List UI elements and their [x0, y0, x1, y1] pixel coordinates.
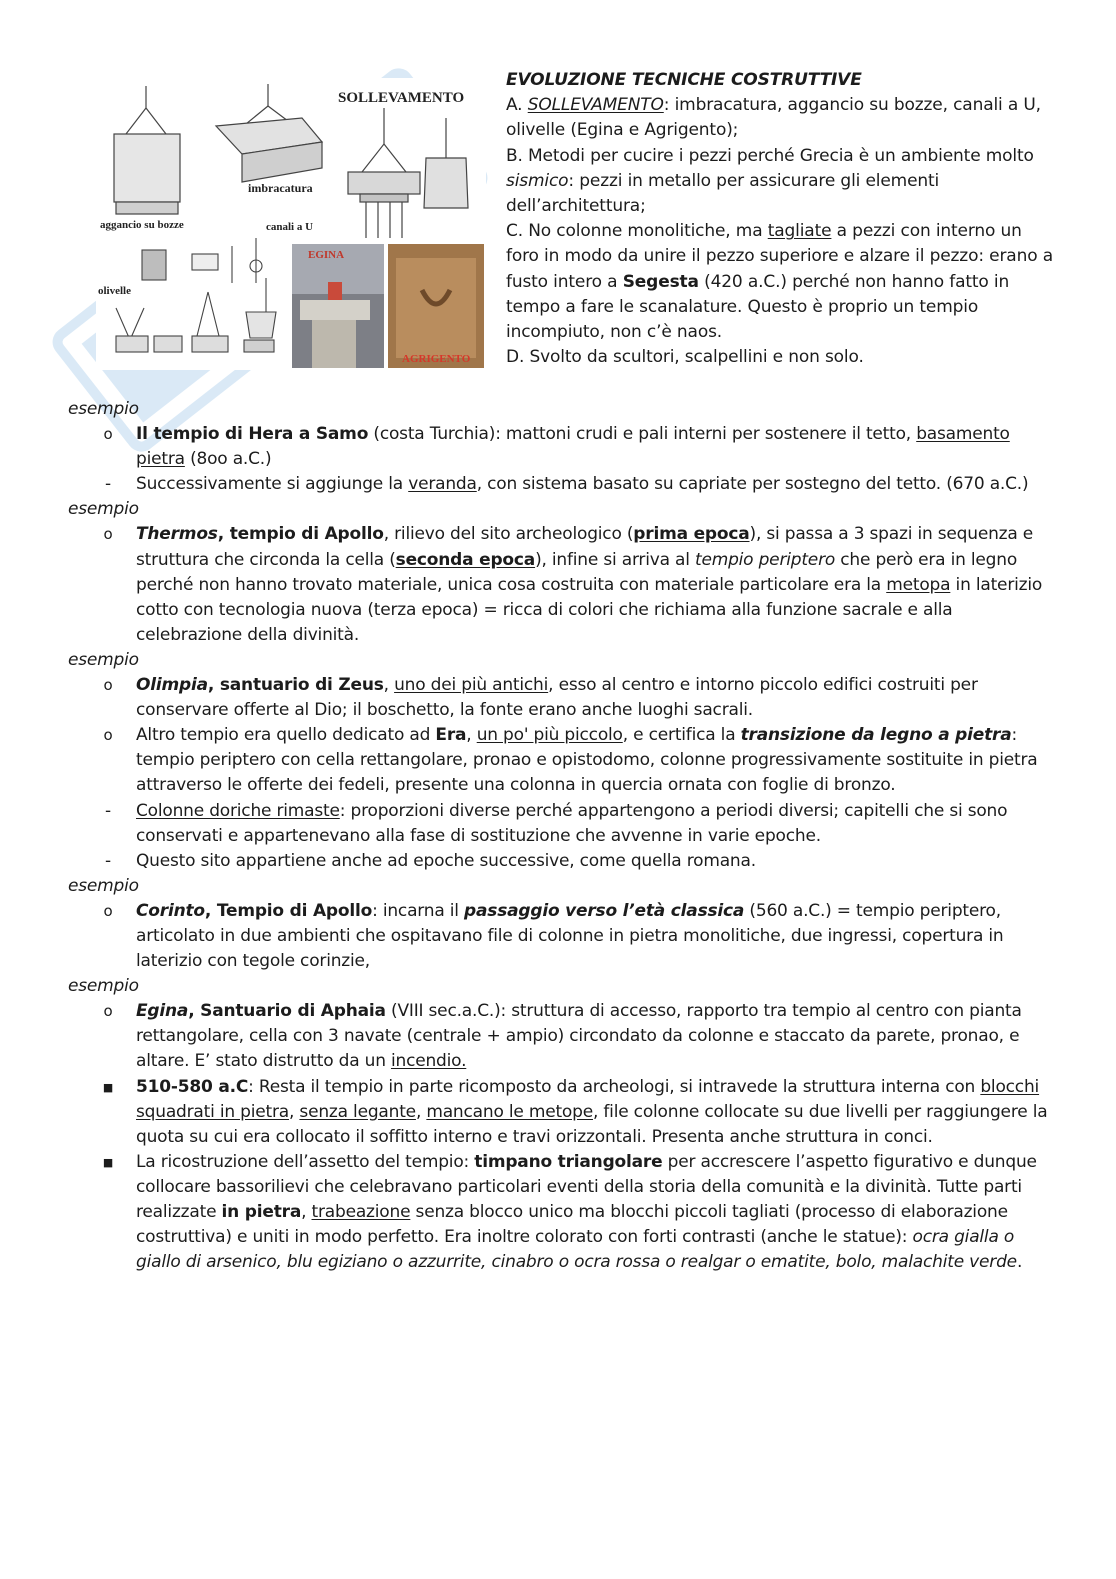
figure-label-imbracatura: imbracatura [248, 181, 313, 195]
item-text: : Resta il tempio in parte ricomposto da archeologi, si intravede la struttura interna con [248, 1076, 981, 1097]
point-c-underline: tagliate [767, 221, 832, 242]
agrigento-photo [388, 244, 484, 368]
point-c-text-1: C. No colonne monolitiche, ma [506, 221, 768, 242]
item-underline: trabeazione [311, 1202, 411, 1222]
circle-bullet-icon: o [103, 676, 113, 695]
item-text: (costa Turchia): mattoni crudi e pali interni per sostenere il tetto, [368, 424, 917, 445]
item-bold-italic: Thermos [136, 524, 218, 545]
page-title: EVOLUZIONE TECNICHE COSTRUTTIVE [506, 70, 862, 90]
item-text: : tempio periptero con cella rettangolare, pronao e opistodomo, colonne progressivamente sostituite in pietra attraverso le offerte dei fedeli, presente una colonna in quercia ornata con foglie di bronzo. [136, 725, 1038, 796]
list-item [68, 799, 1058, 849]
item-text: Questo sito appartiene anche ad epoche successive, come quella romana. [136, 850, 756, 871]
item-text: , e certifica la [622, 725, 741, 746]
esempio-label: esempio [68, 649, 139, 670]
figure-label-egina: EGINA [308, 249, 345, 261]
square-bullet-icon: ■ [102, 1080, 114, 1094]
list-item [68, 522, 1058, 647]
item-bold: Il tempio di Hera a Samo [136, 424, 369, 445]
point-a-term: SOLLEVAMENTO [527, 95, 664, 116]
circle-bullet-icon: o [103, 901, 113, 920]
item-bold-italic: passaggio verso l’età classica [464, 900, 745, 921]
item-text: : proporzioni diverse perché appartengono a periodi diversi; capitelli che si sono conservati e appartenevano alla fase di sostituzione che avvenne in varie epoche. [136, 800, 1008, 846]
item-bold: , Santuario di Aphaia [188, 1001, 386, 1022]
point-a-text: : imbracatura, aggancio su bozze, canali a U, olivelle (Egina e Agrigento); [506, 95, 1041, 141]
item-text: , rilievo del sito archeologico ( [383, 524, 634, 545]
figure-label-canali: canali a U [266, 221, 314, 233]
figure-label-aggancio: aggancio su bozze [100, 219, 184, 231]
item-text: , [466, 725, 477, 746]
item-underline: basamento pietra [136, 424, 1010, 470]
item-text: Successivamente si aggiunge la [136, 474, 409, 495]
item-bold: timpano triangolare [474, 1151, 663, 1172]
item-bold-underline: seconda epoca [395, 549, 536, 570]
item-bold-underline: prima epoca [633, 524, 750, 545]
item-text: , file colonne collocate su due livelli per raggiungere la quota su cui era collocato il soffitto interno e travi orizzontali. Presenta anche struttura in conci. [136, 1101, 1048, 1147]
item-underline: incendio. [390, 1051, 467, 1072]
lifting-techniques-figure [96, 78, 486, 370]
item-underline: veranda [408, 474, 477, 495]
item-underline: senza legante [299, 1101, 416, 1122]
item-underline: blocchi squadrati in pietra [136, 1076, 1040, 1122]
point-a-prefix: A. [506, 95, 528, 116]
item-text: (VIII sec.a.C.): struttura di accesso, rapporto tra tempio al centro con pianta rettangolare, cella con 3 navate (centrale + ampio) circondato da colonne e staccato da parete, pronao, e altare. E’ stato distrutto da un [136, 1001, 1022, 1072]
item-text: (560 a.C.) = tempio periptero, articolato in due ambienti che ospitavano file di colonne in pietra monolitiche, due ingressi, copertura in laterizio con tegole corinzie, [136, 900, 1004, 972]
item-bold-italic: Egina [136, 1001, 189, 1022]
item-underline: metopa [886, 574, 951, 595]
esempio-label: esempio [68, 499, 139, 520]
figure-label-olivelle: olivelle [98, 285, 131, 297]
point-d: D. Svolto da scultori, scalpellini e non solo. [506, 347, 864, 368]
item-text: Altro tempio era quello dedicato ad [136, 725, 436, 746]
esempio-label: esempio [68, 875, 139, 896]
list-item [68, 849, 1058, 874]
point-c-text-2: a pezzi con interno un foro in modo da unire il pezzo superiore e alzare il pezzo: erano a fusto intero a [506, 221, 1053, 292]
dash-bullet-icon: - [105, 850, 111, 871]
item-text: che però era in legno perché non hanno trovato materiale, unica cosa costruita con materiale particolare era la [136, 549, 1018, 595]
dash-bullet-icon: - [105, 800, 111, 821]
figure-label-sollevamento: SOLLEVAMENTO [338, 90, 465, 106]
list-item [68, 899, 1058, 974]
item-bold: , santuario di Zeus [207, 675, 384, 696]
circle-bullet-icon: o [103, 425, 113, 444]
list-item [68, 1150, 1058, 1275]
point-b [506, 144, 1054, 220]
list-item [68, 422, 1058, 472]
item-text: senza blocco unico ma blocchi piccoli tagliati (processo di elaborazione costruttiva) e uniti in modo perfetto. Era inoltre colorato con forti contrasti (anche le statue): [136, 1202, 1008, 1248]
item-text: (8oo a.C.) [184, 449, 272, 470]
item-text: : incarna il [372, 900, 465, 921]
esempio-label: esempio [68, 399, 139, 419]
item-text: , con sistema basato su capriate per sostegno del tetto. (670 a.C.) [476, 474, 1029, 495]
circle-bullet-icon: o [103, 525, 113, 544]
item-italic: tempio periptero [694, 549, 836, 570]
item-text: ), infine si arriva al [535, 549, 695, 570]
point-c-bold: Segesta [622, 271, 699, 292]
item-bold: 510-580 a.C [136, 1076, 249, 1097]
item-text: , [301, 1202, 312, 1222]
item-text: . [1016, 1252, 1023, 1273]
list-item [68, 673, 1058, 723]
techniques-summary [506, 68, 1054, 370]
square-bullet-icon: ■ [102, 1155, 114, 1169]
point-b-text-1: B. Metodi per cucire i pezzi perché Grecia è un ambiente molto [506, 145, 1034, 166]
point-c-text-3: (420 a.C.) perché non hanno fatto in tempo a fare le scanalature. Questo è proprio un tempio incompiuto, non c’è naos. [506, 271, 1010, 343]
dash-bullet-icon: - [105, 474, 111, 495]
item-text: in laterizio cotto con tecnologia nuova (terza epoca) = ricca di colori che richiama alla funzione sacrale e alla celebrazione della divinità. [136, 574, 1043, 645]
item-bold-italic: transizione da legno a pietra [740, 725, 1012, 746]
item-text: per accrescere l’aspetto figurativo e dunque collocare bassorilievi che celebravano particolari eventi della storia della comunità e la divinità. Tutte parti realizzate [136, 1151, 1037, 1222]
circle-bullet-icon: o [103, 726, 113, 745]
item-italic: ocra gialla o giallo di arsenico, blu egiziano o azzurrite, cinabro o ocra rossa o realgar o ematite, bolo, malachite verde [136, 1227, 1017, 1273]
figure-label-agrigento: AGRIGENTO [402, 353, 471, 365]
item-underline: mancano le metope [426, 1101, 593, 1122]
figure-illustration [96, 78, 486, 370]
egina-photo [292, 244, 384, 368]
item-underline: uno dei più antichi [394, 675, 549, 696]
notes-content [68, 397, 1058, 1275]
item-bold: in pietra [221, 1202, 302, 1222]
point-c [506, 219, 1054, 345]
item-text: , [383, 675, 395, 696]
item-bold: , Tempio di Apollo [204, 900, 373, 921]
item-bold: , tempio di Apollo [217, 524, 384, 545]
item-text: , [288, 1101, 300, 1122]
item-text: , [415, 1101, 427, 1122]
item-bold: Era [435, 725, 467, 746]
list-item [68, 472, 1058, 497]
item-underline: un po' più piccolo [476, 725, 623, 746]
point-a [506, 93, 1054, 143]
esempio-label: esempio [68, 976, 139, 997]
point-b-emphasis: sismico [506, 170, 569, 191]
item-bold-italic: Olimpia [136, 675, 208, 696]
circle-bullet-icon: o [103, 1002, 113, 1021]
item-underline: Colonne doriche rimaste [136, 800, 340, 821]
item-text: La ricostruzione dell’assetto del tempio: [136, 1151, 475, 1172]
item-text: ), si passa a 3 spazi in sequenza e struttura che circonda la cella ( [136, 524, 1034, 570]
item-text: , esso al centro e intorno piccolo edifici costruiti per conservare offerte al Dio; il boschetto, la fonte erano anche luoghi sacrali. [136, 675, 978, 721]
list-item [68, 1075, 1058, 1150]
point-b-text-2: : pezzi in metallo per assicurare gli elementi dell’architettura; [506, 170, 940, 217]
list-item [68, 723, 1058, 798]
list-item [68, 999, 1058, 1074]
item-bold-italic: Corinto [136, 900, 205, 921]
